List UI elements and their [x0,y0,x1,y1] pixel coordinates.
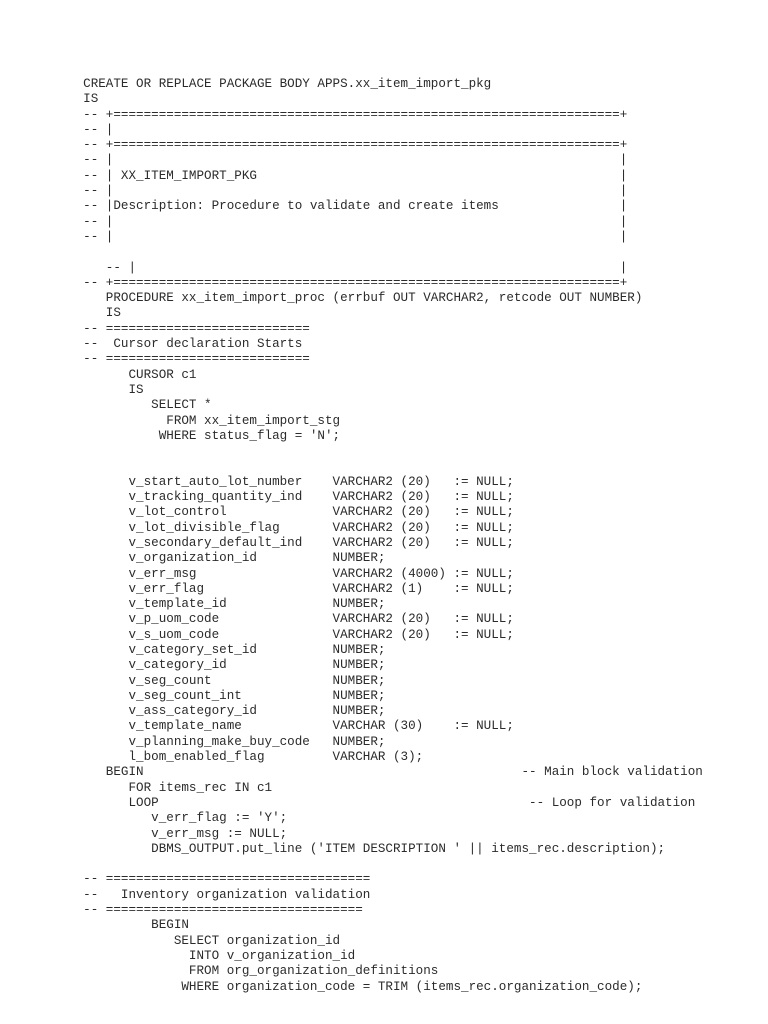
code-line: v_p_uom_code VARCHAR2 (20) := NULL; [0,612,514,627]
code-line: v_lot_control VARCHAR2 (20) := NULL; [0,505,514,520]
code-line: CREATE OR REPLACE PACKAGE BODY APPS.xx_item_import_pkg [0,77,492,91]
code-line: INTO v_organization_id [0,948,356,963]
code-line: -- | | [0,214,628,229]
code-line: -- | | [0,260,628,275]
code-line: PROCEDURE xx_item_import_proc (errbuf OUT VARCHAR2, retcode OUT NUMBER) [0,291,643,306]
code-line: BEGIN [0,918,189,933]
code-line: BEGIN -- Main block validation [0,765,703,780]
code-line: -- | XX_ITEM_IMPORT_PKG | [0,168,628,183]
code-line: -- | | [0,184,628,199]
code-line: -- Inventory organization validation [0,887,371,902]
code-line: v_organization_id NUMBER; [0,551,386,566]
code-line [0,857,768,872]
code-line: v_category_set_id NUMBER; [0,642,386,657]
code-line: -- =================================== [0,872,371,887]
code-line: v_s_uom_code VARCHAR2 (20) := NULL; [0,627,514,642]
code-line [0,444,768,459]
code-line: WHERE status_flag = 'N'; [0,428,341,443]
code-line: v_err_msg VARCHAR2 (4000) := NULL; [0,566,514,581]
code-line [0,245,768,260]
code-line: IS [0,382,144,397]
code-line: DBMS_OUTPUT.put_line ('ITEM DESCRIPTION ' || items_rec.description); [0,841,666,856]
code-line: -- Cursor declaration Starts [0,337,303,352]
code-line [0,459,768,474]
code-line: v_ass_category_id NUMBER; [0,704,386,719]
code-line: -- +===================================================================+ [0,138,628,153]
code-line: v_category_id NUMBER; [0,658,386,673]
code-line: IS [0,92,99,107]
code-line: v_tracking_quantity_ind VARCHAR2 (20) := NULL; [0,490,514,505]
code-line: v_planning_make_buy_code NUMBER; [0,734,386,749]
code-line: -- +===================================================================+ [0,107,628,122]
code-listing [0,77,768,995]
code-line: SELECT organization_id [0,933,341,948]
code-line: -- | | [0,229,628,244]
code-line: v_start_auto_lot_number VARCHAR2 (20) := NULL; [0,474,514,489]
code-line: -- =========================== [0,352,310,367]
code-line: -- | | [0,153,628,168]
code-line: v_err_flag := 'Y'; [0,811,288,826]
code-line: IS [0,306,121,321]
code-line: WHERE organization_code = TRIM (items_rec.organization_code); [0,979,643,994]
code-line: -- +===================================================================+ [0,275,628,290]
code-line: v_template_id NUMBER; [0,597,386,612]
code-line: -- =========================== [0,321,310,336]
code-line: l_bom_enabled_flag VARCHAR (3); [0,750,424,765]
code-line: v_err_flag VARCHAR2 (1) := NULL; [0,581,514,596]
code-line: v_err_msg := NULL; [0,826,288,841]
code-line: v_seg_count NUMBER; [0,673,386,688]
code-line: v_secondary_default_ind VARCHAR2 (20) := NULL; [0,535,514,550]
code-line: v_seg_count_int NUMBER; [0,688,386,703]
code-line: CURSOR c1 [0,367,197,382]
code-line: v_template_name VARCHAR (30) := NULL; [0,719,514,734]
code-line: SELECT * [0,398,212,413]
code-line: -- | [0,122,114,137]
code-line: LOOP -- Loop for validation [0,795,696,810]
code-line: FOR items_rec IN c1 [0,780,273,795]
code-line: FROM org_organization_definitions [0,964,439,979]
code-line: v_lot_divisible_flag VARCHAR2 (20) := NULL; [0,520,514,535]
code-line: -- ================================== [0,903,363,918]
code-line: FROM xx_item_import_stg [0,413,341,428]
code-line: -- |Description: Procedure to validate and create items | [0,199,628,214]
